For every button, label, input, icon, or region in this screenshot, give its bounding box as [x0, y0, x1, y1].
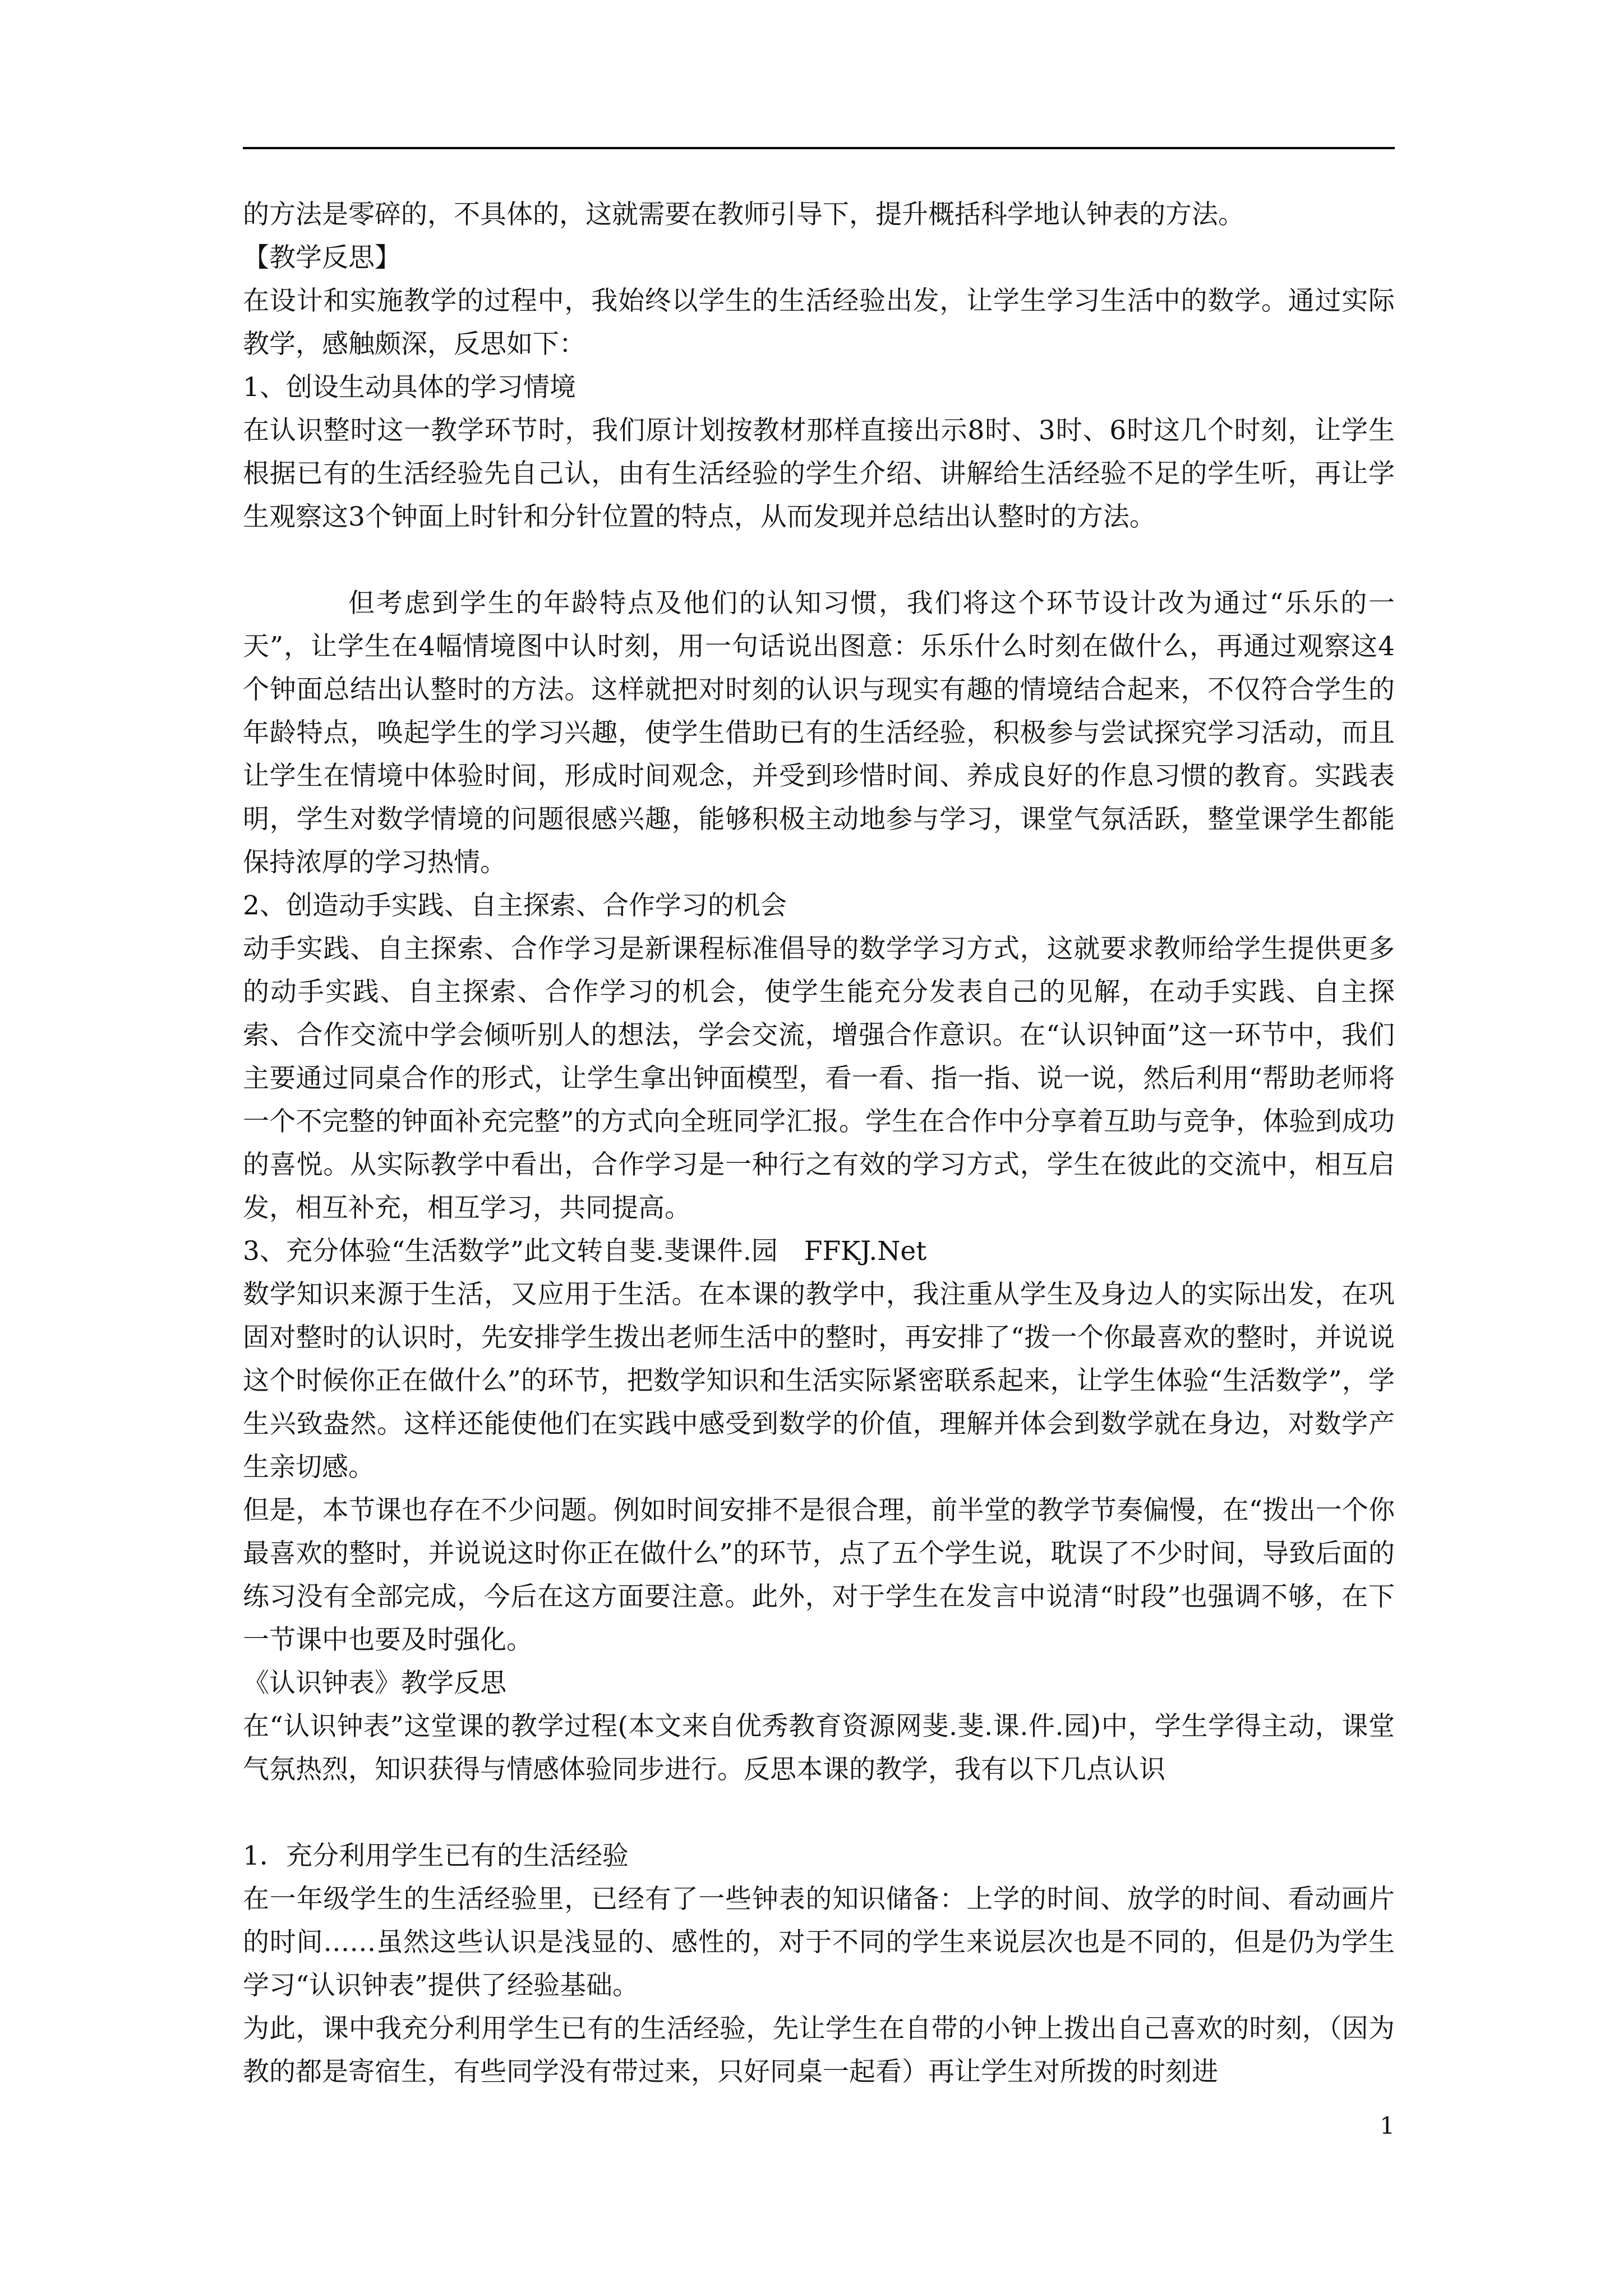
section-heading: 【教学反思】 [243, 242, 401, 273]
header-rule [243, 147, 1395, 149]
subheading: 2、创造动手实践、自主探索、合作学习的机会 [243, 890, 787, 921]
subheading: 1、创设生动具体的学习情境 [243, 372, 576, 403]
paragraph: 但考虑到学生的年龄特点及他们的认知习惯，我们将这个环节设计改为通过“乐乐的一天”，让学生在4幅情境图中认时刻，用一句话说出图意：乐乐什么时刻在做什么，再通过观察这4个钟面总结出认整时的方法。这样就把对时刻的认识与现实有趣的情境结合起来，不仅符合学生的年龄特点，唤起学生的学习兴趣，使学生借助已有的生活经验，积极参与尝试探究学习活动，而且让学生在情境中体验时间，形成时间观念，并受到珍惜时间、养成良好的作息习惯的教育。实践表明，学生对数学情境的问题很感兴趣，能够积极主动地参与学习，课堂气氛活跃，整堂课学生都能保持浓厚的学习热情。 [243, 588, 1395, 878]
section-title: 《认识钟表》教学反思 [243, 1668, 506, 1699]
paragraph: 数学知识来源于生活，又应用于生活。在本课的教学中，我注重从学生及身边人的实际出发，在巩固对整时的认识时，先安排学生拨出老师生活中的整时，再安排了“拨一个你最喜欢的整时，并说说这个时候你正在做什么”的环节，把数学知识和生活实际紧密联系起来，让学生体验“生活数学”，学生兴致盎然。这样还能使他们在实践中感受到数学的价值，理解并体会到数学就在身边，对数学产生亲切感。 [243, 1279, 1395, 1483]
body-text [243, 193, 1395, 2093]
paragraph: 在认识整时这一教学环节时，我们原计划按教材那样直接出示8时、3时、6时这几个时刻，让学生根据已有的生活经验先自己认，由有生活经验的学生介绍、讲解给生活经验不足的学生听，再让学生观察这3个钟面上时针和分针位置的特点，从而发现并总结出认整时的方法。 [243, 415, 1395, 532]
subheading: 1．充分利用学生已有的生活经验 [243, 1841, 629, 1871]
paragraph: 的方法是零碎的，不具体的，这就需要在教师引导下，提升概括科学地认钟表的方法。 [243, 199, 1244, 230]
subheading: 3、充分体验“生活数学”此文转自斐.斐课件.园 FFKJ.Net [243, 1236, 927, 1267]
page-number: 1 [1380, 2112, 1395, 2139]
paragraph: 在设计和实施教学的过程中，我始终以学生的生活经验出发，让学生学习生活中的数学。通过实际教学，感触颇深，反思如下： [243, 286, 1395, 360]
paragraph: 在一年级学生的生活经验里，已经有了一些钟表的知识储备：上学的时间、放学的时间、看动画片的时间……虽然这些认识是浅显的、感性的，对于不同的学生来说层次也是不同的，但是仍为学生学习“认识钟表”提供了经验基础。 [243, 1884, 1395, 2001]
paragraph: 为此，课中我充分利用学生已有的生活经验，先让学生在自带的小钟上拨出自己喜欢的时刻，（因为教的都是寄宿生，有些同学没有带过来，只好同桌一起看）再让学生对所拨的时刻进 [243, 2013, 1395, 2087]
paragraph: 动手实践、自主探索、合作学习是新课程标准倡导的数学学习方式，这就要求教师给学生提供更多的动手实践、自主探索、合作学习的机会，使学生能充分发表自己的见解，在动手实践、自主探索、合作交流中学会倾听别人的想法，学会交流，增强合作意识。在“认识钟面”这一环节中，我们主要通过同桌合作的形式，让学生拿出钟面模型，看一看、指一指、说一说，然后利用“帮助老师将一个不完整的钟面补充完整”的方式向全班同学汇报。学生在合作中分享着互助与竞争，体验到成功的喜悦。从实际教学中看出，合作学习是一种行之有效的学习方式，学生在彼此的交流中，相互启发，相互补充，相互学习，共同提高。 [243, 933, 1395, 1223]
paragraph: 但是，本节课也存在不少问题。例如时间安排不是很合理，前半堂的教学节奏偏慢，在“拨出一个你最喜欢的整时，并说说这时你正在做什么”的环节，点了五个学生说，耽误了不少时间，导致后面的练习没有全部完成，今后在这方面要注意。此外，对于学生在发言中说清“时段”也强调不够，在下一节课中也要及时强化。 [243, 1495, 1395, 1655]
paragraph: 在“认识钟表”这堂课的教学过程(本文来自优秀教育资源网斐.斐.课.件.园)中，学生学得主动，课堂气氛热烈，知识获得与情感体验同步进行。反思本课的教学，我有以下几点认识 [243, 1711, 1395, 1785]
